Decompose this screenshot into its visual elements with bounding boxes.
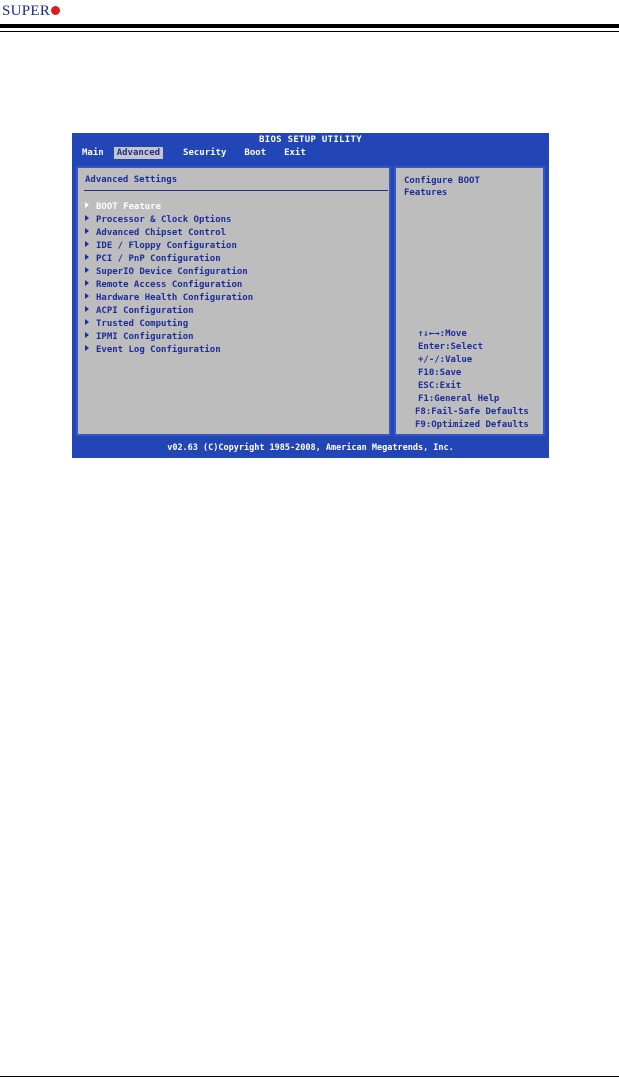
item-label: Event Log Configuration bbox=[96, 345, 221, 355]
submenu-arrow-icon bbox=[85, 345, 89, 351]
advanced-settings-panel bbox=[76, 166, 391, 436]
menu-item-acpi[interactable] bbox=[85, 305, 253, 318]
header-rule-thick bbox=[0, 24, 619, 28]
key-optimized: F9:Optimized Defaults bbox=[415, 420, 529, 430]
item-label: Hardware Health Configuration bbox=[96, 293, 254, 303]
item-label: Trusted Computing bbox=[96, 319, 189, 329]
submenu-arrow-icon bbox=[85, 202, 89, 208]
menu-item-remote-access[interactable] bbox=[85, 279, 253, 292]
bios-screen bbox=[72, 133, 549, 458]
key-select: Enter:Select bbox=[418, 342, 484, 352]
menu-item-pci-pnp[interactable] bbox=[85, 253, 253, 266]
help-text: Configure BOOT Features bbox=[404, 176, 480, 198]
key-failsafe: F8:Fail-Safe Defaults bbox=[415, 407, 529, 417]
key-exit: ESC:Exit bbox=[418, 381, 462, 391]
item-label: Advanced Chipset Control bbox=[96, 228, 227, 238]
item-label: BOOT Feature bbox=[96, 202, 162, 212]
key-save: F10:Save bbox=[418, 368, 462, 378]
menu-item-event-log[interactable] bbox=[85, 344, 253, 357]
submenu-arrow-icon bbox=[85, 228, 89, 234]
item-label: Processor & Clock Options bbox=[96, 215, 232, 225]
item-label: IDE / Floppy Configuration bbox=[96, 241, 237, 251]
submenu-arrow-icon bbox=[85, 280, 89, 286]
menu-item-ide-floppy[interactable] bbox=[85, 240, 253, 253]
submenu-arrow-icon bbox=[85, 332, 89, 338]
menu-tab-exit[interactable]: Exit bbox=[284, 148, 306, 158]
item-label: Remote Access Configuration bbox=[96, 280, 243, 290]
submenu-arrow-icon bbox=[85, 267, 89, 273]
item-label: IPMI Configuration bbox=[96, 332, 194, 342]
footer-rule bbox=[0, 1076, 619, 1077]
item-label: SuperIO Device Configuration bbox=[96, 267, 248, 277]
submenu-arrow-icon bbox=[85, 293, 89, 299]
menu-item-boot-feature[interactable] bbox=[85, 201, 253, 214]
copyright-footer: v02.63 (C)Copyright 1985-2008, American Megatrends, Inc. bbox=[167, 443, 454, 453]
bios-menu-bar bbox=[72, 147, 306, 159]
menu-item-chipset-control[interactable] bbox=[85, 227, 253, 240]
menu-item-ipmi[interactable] bbox=[85, 331, 253, 344]
submenu-arrow-icon bbox=[85, 241, 89, 247]
menu-item-processor-clock[interactable] bbox=[85, 214, 253, 227]
menu-tab-security[interactable]: Security bbox=[183, 148, 227, 158]
submenu-arrow-icon bbox=[85, 215, 89, 221]
header-rule-thin bbox=[0, 31, 619, 32]
menu-item-superio[interactable] bbox=[85, 266, 253, 279]
bios-title: BIOS SETUP UTILITY bbox=[259, 135, 362, 145]
menu-item-trusted-computing[interactable] bbox=[85, 318, 253, 331]
menu-item-hardware-health[interactable] bbox=[85, 292, 253, 305]
submenu-arrow-icon bbox=[85, 306, 89, 312]
heading-divider bbox=[84, 190, 388, 191]
help-panel bbox=[394, 166, 545, 436]
key-legend bbox=[415, 328, 529, 432]
logo-dot-icon bbox=[51, 6, 60, 15]
menu-tab-boot[interactable]: Boot bbox=[244, 148, 267, 158]
item-label: ACPI Configuration bbox=[96, 306, 194, 316]
menu-tab-main[interactable]: Main bbox=[82, 148, 104, 158]
submenu-arrow-icon bbox=[85, 319, 89, 325]
menu-tab-advanced[interactable]: Advanced bbox=[114, 147, 163, 159]
key-value: +/-/:Value bbox=[418, 355, 473, 365]
settings-list bbox=[85, 201, 253, 357]
key-move: ↑↓←→:Move bbox=[418, 329, 467, 339]
supermicro-logo bbox=[2, 2, 60, 20]
logo-text: SUPER bbox=[2, 2, 51, 19]
submenu-arrow-icon bbox=[85, 254, 89, 260]
item-label: PCI / PnP Configuration bbox=[96, 254, 221, 264]
key-help: F1:General Help bbox=[418, 394, 500, 404]
panel-heading: Advanced Settings bbox=[85, 175, 178, 185]
